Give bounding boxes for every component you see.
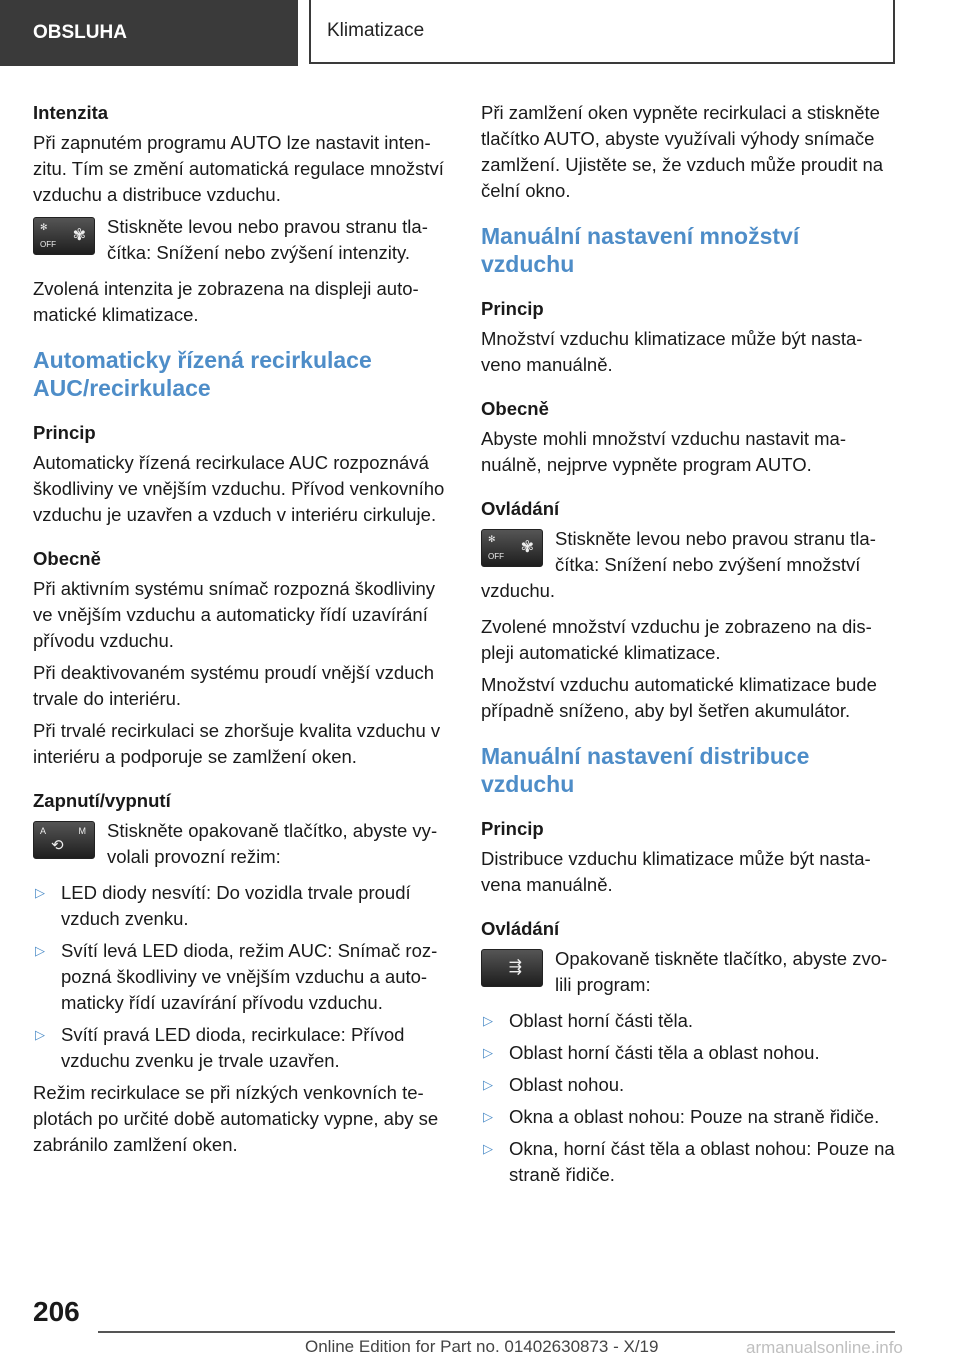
page-number: 206	[33, 1296, 80, 1327]
triangle-bullet-icon: ▷	[35, 885, 45, 900]
paragraph: Množství vzduchu klimatizace může být nastaveno manuálně.	[481, 328, 863, 375]
heading-ovladani: Ovládání	[481, 498, 560, 519]
paragraph: Při zamlžení oken vypněte recirkulaci a stiskněte tlačítko AUTO, abyste využívali výhody snímače zamlžení. Ujistěte se, že vzduch může proudit na čelní okno.	[481, 102, 884, 201]
auc-a-label: A	[40, 826, 47, 836]
icon-instruction	[481, 526, 896, 604]
triangle-bullet-icon: ▷	[483, 1077, 493, 1092]
watermark: armanualsonline.info	[746, 1338, 903, 1357]
section-heading-distribuce: Manuální nastavení distribuce vzduchu	[481, 743, 810, 797]
paragraph: Zvolené množství vzduchu je zobrazeno na displeji automatické klimatizace.	[481, 616, 872, 663]
heading-princip: Princip	[33, 422, 96, 443]
auc-m-label: M	[78, 826, 86, 836]
triangle-bullet-icon: ▷	[35, 943, 45, 958]
left-column	[33, 100, 448, 1164]
list-item: ▷ Svítí levá LED dioda, režim AUC: Snímač rozpozná škodliviny ve vnějším vzduchu a automaticky řídí uzavírání přívodu vzduchu.	[35, 940, 438, 1013]
list-item: ▷ Oblast nohou.	[481, 1072, 896, 1098]
right-column	[481, 100, 896, 1194]
section-tab	[0, 0, 298, 66]
paragraph: Režim recirkulace se při nízkých venkovních teplotách po určité době automaticky vypne, aby se zabránilo zamlžení oken.	[33, 1082, 439, 1155]
chapter-label: Klimatizace	[327, 20, 425, 41]
section-label: OBSLUHA	[33, 22, 127, 43]
paragraph: Abyste mohli množství vzduchu nastavit manuálně, nejprve vypněte program AUTO.	[481, 428, 847, 475]
mode-list	[33, 880, 448, 1074]
off-label: OFF	[488, 552, 504, 561]
instruction-text: Stiskněte levou nebo pravou stranu tlačítka: Snížení nebo zvýšení intenzity.	[107, 216, 428, 263]
instruction-text: Stiskněte levou nebo pravou stranu tlačítka: Snížení nebo zvýšení množství vzduchu.	[481, 528, 876, 601]
off-label: OFF	[40, 240, 56, 249]
paragraph: Při aktivním systému snímač rozpozná škodliviny ve vnějším vzduchu a automaticky řídí uzavírání přívodu vzduchu.	[33, 578, 435, 651]
triangle-bullet-icon: ▷	[483, 1141, 493, 1156]
heading-princip: Princip	[481, 818, 544, 839]
list-item: ▷ Oblast horní části těla.	[481, 1008, 896, 1034]
heading-obecne: Obecně	[481, 398, 549, 419]
heading-obecne: Obecně	[33, 548, 101, 569]
fan-button-icon: ✻ OFF ✾	[481, 529, 543, 567]
air-distribution-button-icon: ⇶	[481, 949, 543, 987]
icon-instruction	[33, 818, 448, 870]
paragraph: Distribuce vzduchu klimatizace může být nastavena manuálně.	[481, 848, 871, 895]
instruction-text: Opakovaně tiskněte tlačítko, abyste zvolili program:	[555, 948, 888, 995]
list-item: ▷ Okna a oblast nohou: Pouze na straně řidiče.	[481, 1104, 896, 1130]
list-item: ▷ Oblast horní části těla a oblast nohou.	[481, 1040, 896, 1066]
list-item: ▷ LED diody nesvítí: Do vozidla trvale proudí vzduch zvenku.	[35, 882, 411, 929]
icon-instruction	[481, 946, 896, 998]
instruction-text: Stiskněte opakovaně tlačítko, abyste vyvolali provozní režim:	[107, 820, 438, 867]
fan-button-icon: ✻ OFF ✾	[33, 217, 95, 255]
section-heading-mnozstvi: Manuální nastavení množství vzduchu	[481, 223, 800, 277]
paragraph: Zvolená intenzita je zobrazena na displeji automatické klimatizace.	[33, 278, 419, 325]
heading-ovladani: Ovládání	[481, 918, 560, 939]
heading-zapnuti: Zapnutí/vypnutí	[33, 790, 171, 811]
distribution-list	[481, 1008, 896, 1188]
footer-divider	[98, 1331, 895, 1333]
paragraph: Množství vzduchu automatické klimatizace bude případně sníženo, aby byl šetřen akumulátor.	[481, 674, 877, 721]
chapter-tab	[309, 0, 895, 64]
paragraph: Automaticky řízená recirkulace AUC rozpoznává škodliviny ve vnějším vzduchu. Přívod venkovního vzduchu je uzavřen a vzduch v interiéru cirkuluje.	[33, 452, 445, 525]
icon-instruction	[33, 214, 448, 266]
heading-princip: Princip	[481, 298, 544, 319]
paragraph: Při zapnutém programu AUTO lze nastavit intenzitu. Tím se změní automatická regulace množství vzduchu a distribuce vzduchu.	[33, 132, 444, 205]
paragraph: Při deaktivovaném systému proudí vnější vzduch trvale do interiéru.	[33, 662, 435, 709]
triangle-bullet-icon: ▷	[483, 1045, 493, 1060]
recirculation-button-icon: A M ⟲	[33, 821, 95, 859]
triangle-bullet-icon: ▷	[35, 1027, 45, 1042]
list-item: ▷ Okna, horní část těla a oblast nohou: Pouze na straně řidiče.	[483, 1138, 895, 1185]
triangle-bullet-icon: ▷	[483, 1109, 493, 1124]
list-item: ▷ Svítí pravá LED dioda, recirkulace: Přívod vzduchu zvenku je trvale uzavřen.	[35, 1024, 405, 1071]
heading-intenzita: Intenzita	[33, 102, 109, 123]
triangle-bullet-icon: ▷	[483, 1013, 493, 1028]
edition-text: Online Edition for Part no. 01402630873 - X/19	[305, 1337, 659, 1356]
paragraph: Při trvalé recirkulaci se zhoršuje kvalita vzduchu v interiéru a podporuje se zamlžení oken.	[33, 720, 441, 767]
section-heading-auc: Automaticky řízená recirkulace AUC/recirkulace	[33, 347, 372, 401]
